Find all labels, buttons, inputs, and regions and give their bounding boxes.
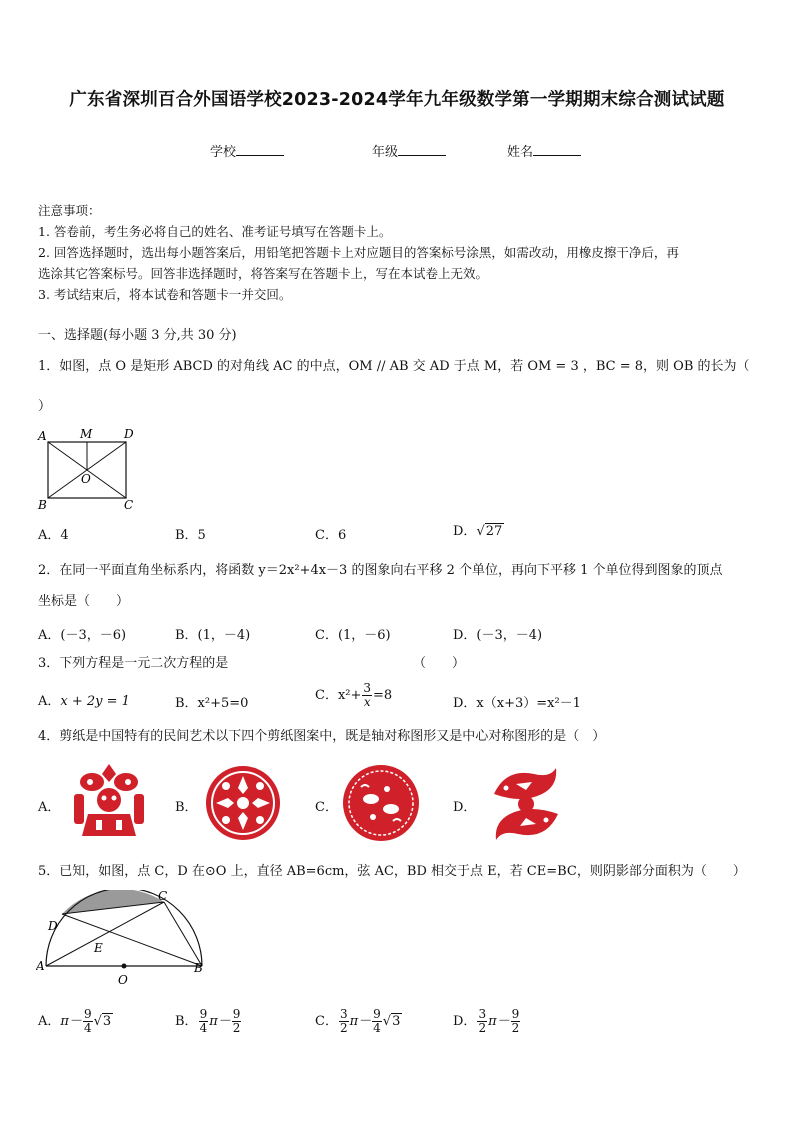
grade-field <box>372 141 446 160</box>
q5-option-b-pi: π－ <box>209 1014 231 1029</box>
q3-option-d[interactable]: D．x（x+3）=x²－1 <box>453 696 581 711</box>
label-b: B <box>194 961 203 975</box>
q5-option-a-denominator: 4 <box>83 1021 92 1035</box>
label-c: C <box>124 498 134 512</box>
q1-option-d[interactable] <box>453 520 504 539</box>
q4-text-line-1: 4．剪纸是中国特有的民间艺术以下四个剪纸图案中，既是轴对称图形又是中心对称图形的是（ ） <box>38 729 606 744</box>
q3-option-c-prefix: C．x²+ <box>315 688 362 703</box>
papercut-b-center <box>237 797 249 809</box>
center-point-o <box>122 964 127 969</box>
q5-option-c[interactable] <box>315 1008 402 1035</box>
q3-option-a-prefix: A． <box>38 694 61 709</box>
q4-option-c-label[interactable]: C． <box>315 800 338 815</box>
chord-cb <box>164 902 202 966</box>
q5-semicircle-figure <box>36 890 206 988</box>
papercut-d-eye-bottom <box>544 818 549 823</box>
label-d: D <box>48 919 58 933</box>
papercut-b-dot-1 <box>222 782 230 790</box>
q5-option-d-pi: π－ <box>488 1014 510 1029</box>
label-c: C <box>158 890 168 903</box>
q5-option-b-num-1: 9 <box>199 1007 208 1021</box>
label-b: B <box>38 498 47 512</box>
papercut-d-eye-top <box>504 786 509 791</box>
q4-option-d-label[interactable]: D． <box>453 800 477 815</box>
notes-item-3: 3. 考试结束后，将本试卷和答题卡一并交回。 <box>38 287 292 302</box>
q5-option-c-pi: π－ <box>349 1014 372 1029</box>
q5-option-b-den-1: 4 <box>199 1021 208 1035</box>
q3-option-c-denominator: x <box>363 695 371 709</box>
q2-option-b[interactable]: B．(1，－4) <box>175 628 251 643</box>
notes-block <box>38 200 679 305</box>
papercut-a-fish-eye-left <box>87 779 93 785</box>
q5-option-c-den-1: 2 <box>339 1021 348 1035</box>
school-label: 学校 <box>210 145 237 160</box>
q5-option-d-num-2: 9 <box>511 1007 520 1021</box>
grade-label: 年级 <box>372 145 399 160</box>
q5-option-a-numerator: 9 <box>83 1007 92 1021</box>
q5-option-c-den-2: 4 <box>373 1021 381 1035</box>
q5-option-a-pi: π－ <box>60 1014 82 1029</box>
chord-ac <box>46 902 164 966</box>
papercut-a-body <box>82 814 136 836</box>
papercut-b-dot-2 <box>256 782 264 790</box>
papercut-a-fish-eye-right <box>125 779 131 785</box>
chord-bd <box>62 914 202 966</box>
papercut-b-dot-4 <box>256 816 264 824</box>
q5-option-b-num-2: 9 <box>232 1007 241 1021</box>
q3-option-c-numerator: 3 <box>363 681 372 695</box>
sqrt-sign: √ <box>93 1014 102 1029</box>
notes-item-1: 1. 答卷前，考生务必将自己的姓名、准考证号填写在答题卡上。 <box>38 224 392 239</box>
q4-option-c-papercut[interactable] <box>341 763 421 843</box>
q5-option-b[interactable] <box>175 1008 242 1035</box>
papercut-a-cut-1 <box>96 820 102 830</box>
label-m: M <box>80 427 93 441</box>
papercut-c-cut-3 <box>384 786 390 792</box>
papercut-c-cut-2 <box>383 804 399 814</box>
school-field <box>210 141 284 160</box>
exam-title: 广东省深圳百合外国语学校2023-2024学年九年级数学第一学期期末综合测试试题 <box>69 90 725 110</box>
q5-option-b-prefix: B． <box>175 1014 198 1029</box>
q5-option-d[interactable] <box>453 1008 521 1035</box>
label-e: E <box>94 941 103 955</box>
q4-option-a-label[interactable]: A． <box>38 800 61 815</box>
q2-option-d[interactable]: D．(－3，－4) <box>453 628 543 643</box>
q5-option-d-den-2: 2 <box>511 1021 520 1035</box>
q2-text-line-2: 坐标是（ ） <box>38 594 130 609</box>
q1-text-line-1: 1．如图，点 O 是矩形 ABCD 的对角线 AC 的中点，OM // AB 交 AD 于点 M，若 OM = 3 ，BC = 8，则 OB 的长为（ <box>38 359 750 374</box>
q5-option-a-radicand: 3 <box>102 1014 112 1029</box>
q3-option-c-suffix: =8 <box>373 688 393 703</box>
label-d: D <box>124 427 134 441</box>
q5-option-d-den-1: 2 <box>478 1021 487 1035</box>
name-label: 姓名 <box>507 145 534 160</box>
q5-option-b-den-2: 2 <box>232 1021 241 1035</box>
school-blank <box>236 144 284 156</box>
label-a: A <box>36 959 45 973</box>
q1-option-a[interactable]: A．4 <box>38 528 69 543</box>
q5-option-c-radicand: 3 <box>392 1014 401 1029</box>
q1-text-line-2: ） <box>38 399 52 414</box>
papercut-a-eye-left <box>102 796 107 801</box>
q1-option-d-prefix: D． <box>453 524 477 539</box>
papercut-b-dot-3 <box>222 816 230 824</box>
grade-blank <box>398 144 446 156</box>
papercut-a-face <box>97 788 121 812</box>
sqrt-sign: √ <box>382 1014 392 1029</box>
q1-option-b[interactable]: B．5 <box>175 528 206 543</box>
q1-option-d-radicand: 27 <box>485 524 503 539</box>
name-field <box>507 141 581 160</box>
q4-option-b-papercut[interactable] <box>204 764 282 842</box>
label-o: O <box>81 472 91 486</box>
q3-option-c[interactable] <box>315 682 392 709</box>
label-a: A <box>38 429 47 443</box>
q1-option-c[interactable]: C．6 <box>315 528 347 543</box>
papercut-a-crown <box>102 764 116 782</box>
notes-heading: 注意事项： <box>38 203 101 218</box>
q4-option-d-papercut[interactable] <box>486 764 566 844</box>
papercut-c-cut-1 <box>363 794 379 804</box>
q5-option-d-num-1: 3 <box>478 1007 487 1021</box>
q3-text-line-1: 3．下列方程是一元二次方程的是 <box>38 656 229 671</box>
section-heading: 一、选择题(每小题 3 分,共 30 分) <box>38 328 237 343</box>
q3-option-b[interactable]: B．x²+5=0 <box>175 696 249 711</box>
q5-option-c-prefix: C． <box>315 1014 338 1029</box>
q2-option-a[interactable]: A．(－3，－6) <box>38 628 127 643</box>
papercut-a-arm-right <box>134 794 144 824</box>
papercut-a-cut-2 <box>116 820 122 830</box>
q2-text-line-1: 2．在同一平面直角坐标系内，将函数 y＝2x²+4x－3 的图象向右平移 2 个单位，再向下平移 1 个单位得到图象的顶点 <box>38 563 723 578</box>
notes-item-2-line-1: 2. 回答选择题时，选出每小题答案后，用铅笔把答题卡上对应题目的答案标号涂黑，如需改动，用橡皮擦干净后，再 <box>38 245 679 260</box>
q5-text-line-1: 5．已知，如图，点 C，D 在⊙O 上，直径 AB=6cm，弦 AC，BD 相交于点 E，若 CE=BC，则阴影部分面积为（ ） <box>38 864 746 879</box>
papercut-c-cut-4 <box>370 814 376 820</box>
q4-option-b-label[interactable]: B． <box>175 800 198 815</box>
q3-option-a[interactable] <box>38 690 130 709</box>
q5-option-a-prefix: A． <box>38 1014 61 1029</box>
q5-option-c-num-1: 3 <box>339 1007 348 1021</box>
q3-option-a-expr: x + 2y = 1 <box>60 694 130 709</box>
q5-option-d-prefix: D． <box>453 1014 477 1029</box>
q4-option-a-papercut[interactable] <box>64 760 154 840</box>
papercut-a-eye-right <box>112 796 117 801</box>
sqrt-sign: √ <box>476 524 485 539</box>
q1-rectangle-figure <box>36 426 146 512</box>
name-blank <box>533 144 581 156</box>
q5-option-c-num-2: 9 <box>373 1007 381 1021</box>
papercut-a-arm-left <box>74 794 84 824</box>
q2-option-c[interactable]: C．(1，－6) <box>315 628 391 643</box>
papercut-c-disc <box>343 765 419 841</box>
label-o: O <box>118 973 128 987</box>
q5-option-a[interactable] <box>38 1008 113 1035</box>
notes-item-2-line-2: 选涂其它答案标号。回答非选择题时，将答案写在答题卡上，写在本试卷上无效。 <box>38 266 489 281</box>
papercut-d-center <box>518 796 534 812</box>
q3-paren: （ ） <box>413 656 466 671</box>
